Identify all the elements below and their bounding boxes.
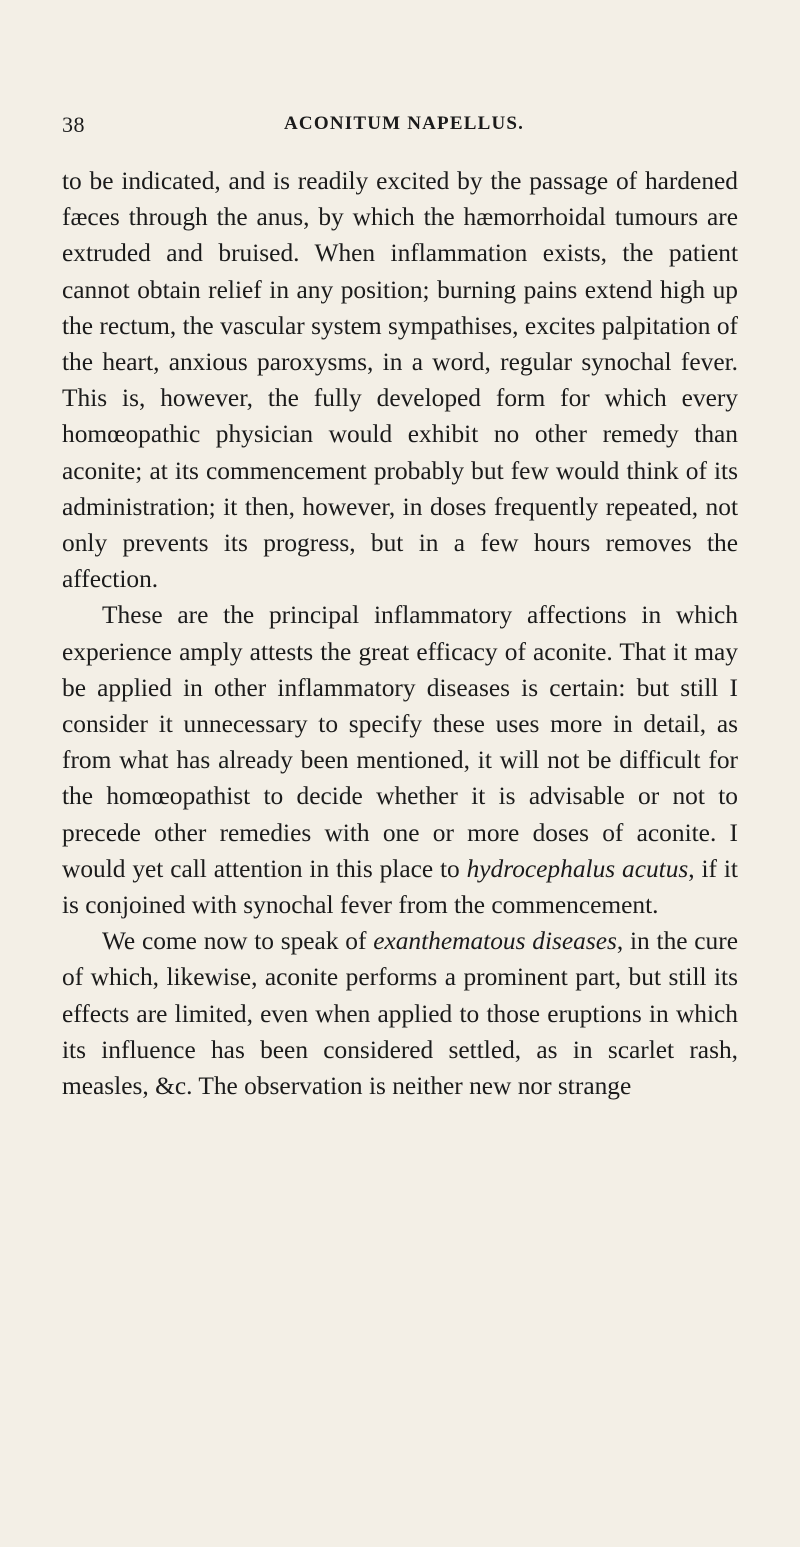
paragraph-text: These are the principal inflammatory affections in which experience amply attests the great efficacy of aconite. That it may be applied in other inflammatory diseases is certain: but still I consider it unnecessary to specify these uses more in detail, as from what has already been mentioned, it will not be difficult for the homœopathist to decide whether it is advisable or not to precede other remedies with one or more doses of aconite. I would yet call attention in this place to [62,601,738,883]
paragraph-exanthematous-diseases [62,923,738,1104]
paragraph-text: , if it is conjoined with synochal fever from the commencement. [62,854,738,920]
paragraph-text: We come now to speak of [102,927,374,956]
paragraph-continuation: to be indicated, and is readily excited by the passage of hardened fæces through the anus, by which the hæmorrhoidal tumours are extruded and bruised. When inflammation exists, the patient cannot obtain relief in any position; burning pains extend high up the rectum, the vascular system sympathises, excites palpitation of the heart, anxious paroxysms, in a word, regular synochal fever. This is, however, the fully developed form for which every homœopathic physician would exhibit no other remedy than aconite; at its commencement probably but few would think of its administration; it then, however, in doses frequently repeated, not only prevents its progress, but in a few hours removes the affection. [62,167,738,594]
paragraph-text: , in the cure of which, likewise, aconite performs a prominent part, but still its effects are limited, even when applied to those eruptions in which its influence has been considered settled, as in scarlet rash, measles, &c. The observation is neither new nor strange [62,927,738,1101]
running-title: ACONITUM NAPELLUS. [284,113,525,134]
page-number: 38 [62,112,85,137]
italic-term-hydrocephalus: hydrocephalus acutus [466,854,689,883]
running-head [62,112,738,140]
italic-term-exanthematous: exanthematous diseases [373,927,617,956]
body-text [62,163,738,1104]
paragraph-inflammatory-affections [62,597,738,923]
